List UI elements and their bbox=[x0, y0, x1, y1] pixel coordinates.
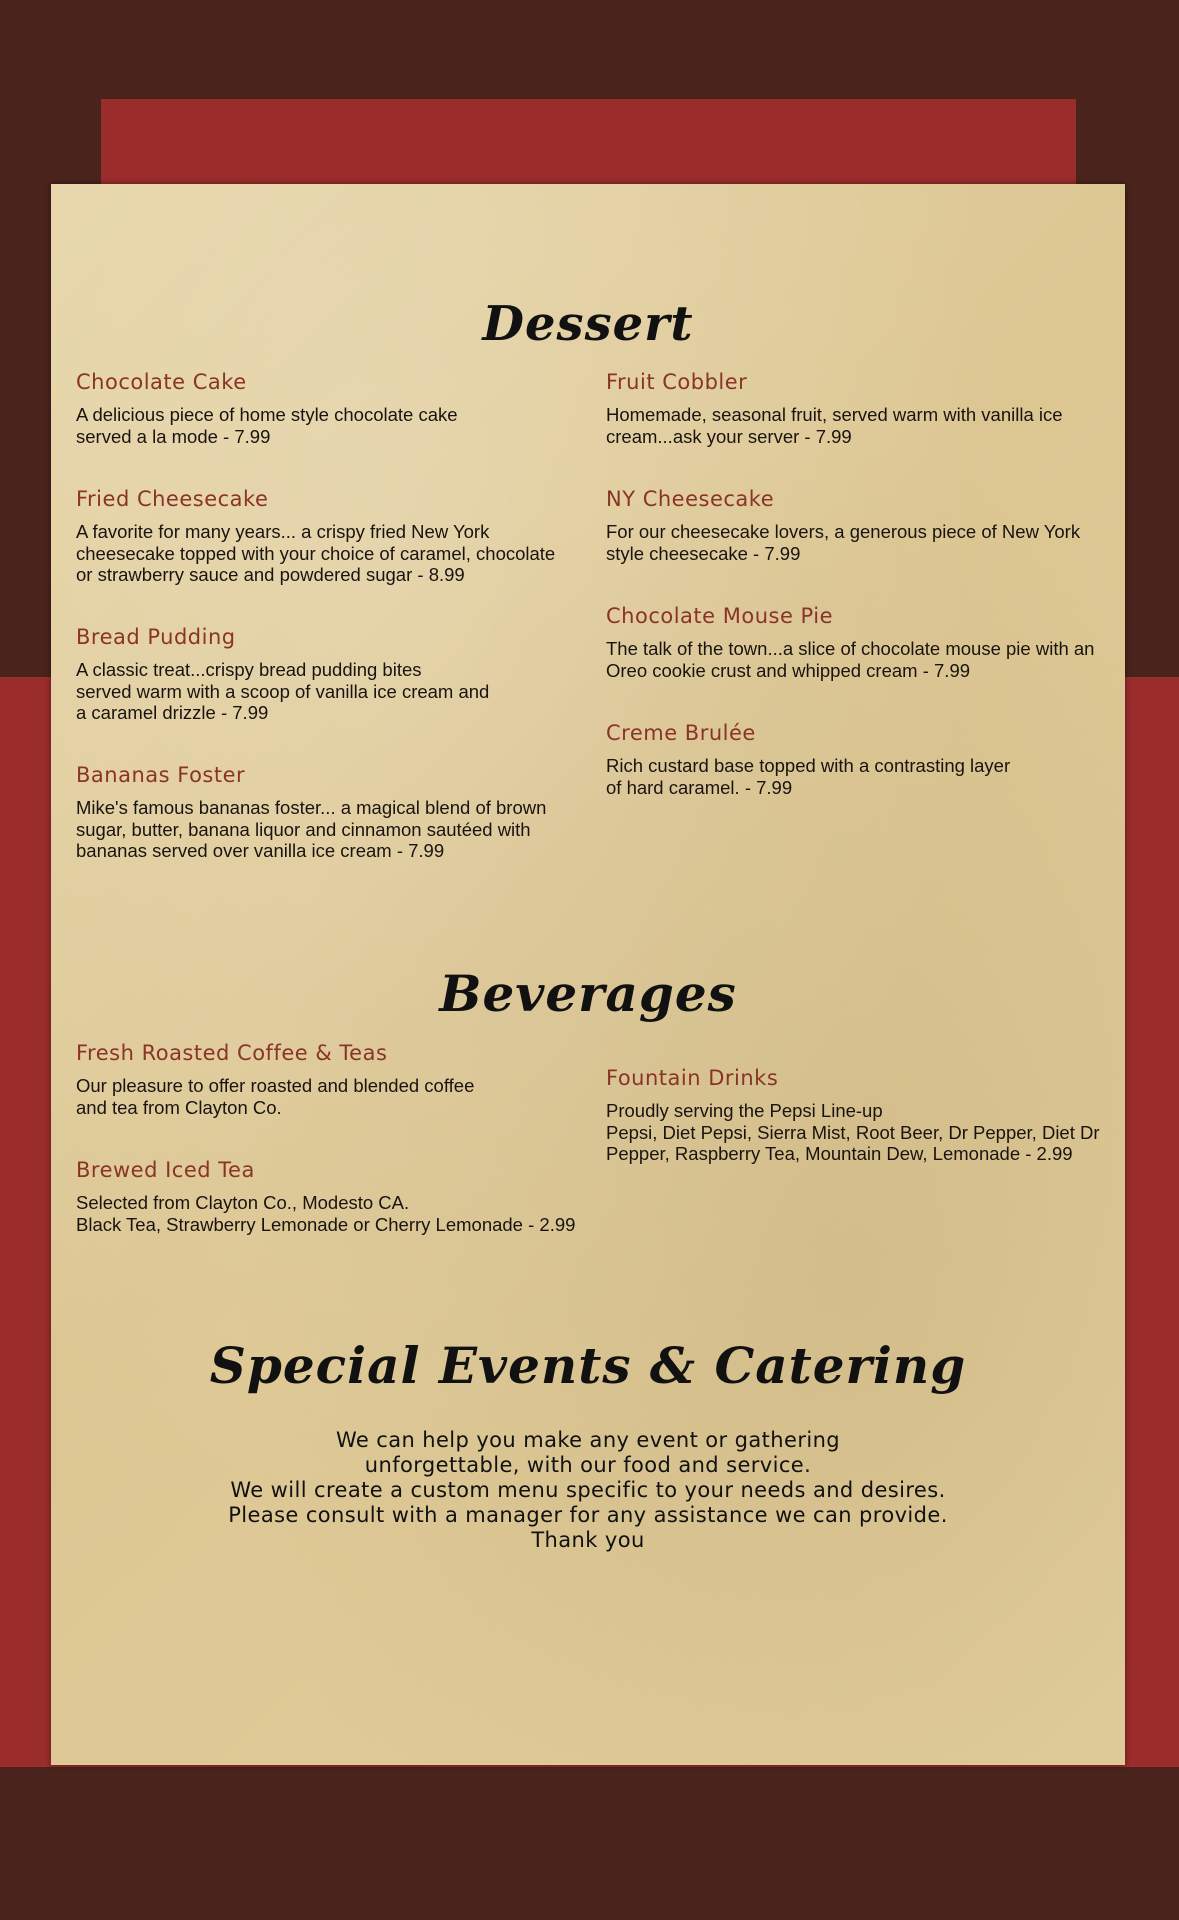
item-description: A favorite for many years... a crispy fried New York cheesecake topped with your choice of caramel, chocolate or strawberry sauce and powdered sugar - 8.99 bbox=[76, 521, 556, 585]
item-description: Our pleasure to offer roasted and blended coffee and tea from Clayton Co. bbox=[76, 1075, 475, 1118]
item-name: Chocolate Cake bbox=[76, 370, 247, 394]
item-name: Creme Brulée bbox=[606, 721, 756, 745]
item-name: Brewed Iced Tea bbox=[76, 1158, 255, 1182]
item-name: Fruit Cobbler bbox=[606, 370, 748, 394]
item-description: Proudly serving the Pepsi Line-up Pepsi, Diet Pepsi, Sierra Mist, Root Beer, Dr Pepper, Diet Dr Pepper, Raspberry Tea, Mountain Dew, Lemonade - 2.99 bbox=[606, 1100, 1100, 1164]
item-description: For our cheesecake lovers, a generous piece of New York style cheesecake - 7.99 bbox=[606, 521, 1081, 564]
item-description: A classic treat...crispy bread pudding bites served warm with a scoop of vanilla ice cream and a caramel drizzle - 7.99 bbox=[76, 659, 490, 723]
item-name: Bread Pudding bbox=[76, 625, 236, 649]
menu-item bbox=[76, 763, 576, 862]
item-name: NY Cheesecake bbox=[606, 487, 775, 511]
catering-description: We can help you make any event or gathering unforgettable, with our food and service. We will create a custom menu specific to your needs and desires. Please consult with a manager for any assistance we can provide. Thank you bbox=[228, 1428, 948, 1552]
menu-item bbox=[76, 625, 576, 724]
item-description: Mike's famous bananas foster... a magical blend of brown sugar, butter, banana liquor and cinnamon sautéed with bananas served over vanilla ice cream - 7.99 bbox=[76, 797, 547, 861]
dessert-title: Dessert bbox=[482, 296, 694, 352]
item-name: Bananas Foster bbox=[76, 763, 246, 787]
item-description: A delicious piece of home style chocolate cake served a la mode - 7.99 bbox=[76, 404, 458, 447]
item-description: Rich custard base topped with a contrasting layer of hard caramel. - 7.99 bbox=[606, 755, 1011, 798]
catering-title: Special Events & Catering bbox=[209, 1336, 967, 1395]
menu-item bbox=[76, 487, 576, 586]
beverages-title: Beverages bbox=[439, 964, 737, 1023]
item-name: Chocolate Mouse Pie bbox=[606, 604, 834, 628]
menu-item bbox=[606, 1066, 1116, 1165]
menu-item bbox=[606, 721, 1116, 798]
menu-page bbox=[51, 184, 1125, 1765]
menu-item bbox=[76, 370, 576, 447]
item-description: Homemade, seasonal fruit, served warm with vanilla ice cream...ask your server - 7.99 bbox=[606, 404, 1063, 447]
item-name: Fresh Roasted Coffee & Teas bbox=[76, 1041, 388, 1065]
item-name: Fountain Drinks bbox=[606, 1066, 779, 1090]
menu-item bbox=[76, 1041, 596, 1118]
item-description: Selected from Clayton Co., Modesto CA. Black Tea, Strawberry Lemonade or Cherry Lemonade - 2.99 bbox=[76, 1192, 576, 1235]
menu-item bbox=[606, 487, 1116, 564]
item-description: The talk of the town...a slice of chocolate mouse pie with an Oreo cookie crust and whipped cream - 7.99 bbox=[606, 638, 1095, 681]
menu-item bbox=[76, 1158, 596, 1235]
item-name: Fried Cheesecake bbox=[76, 487, 269, 511]
menu-item bbox=[606, 370, 1116, 447]
menu-item bbox=[606, 604, 1116, 681]
